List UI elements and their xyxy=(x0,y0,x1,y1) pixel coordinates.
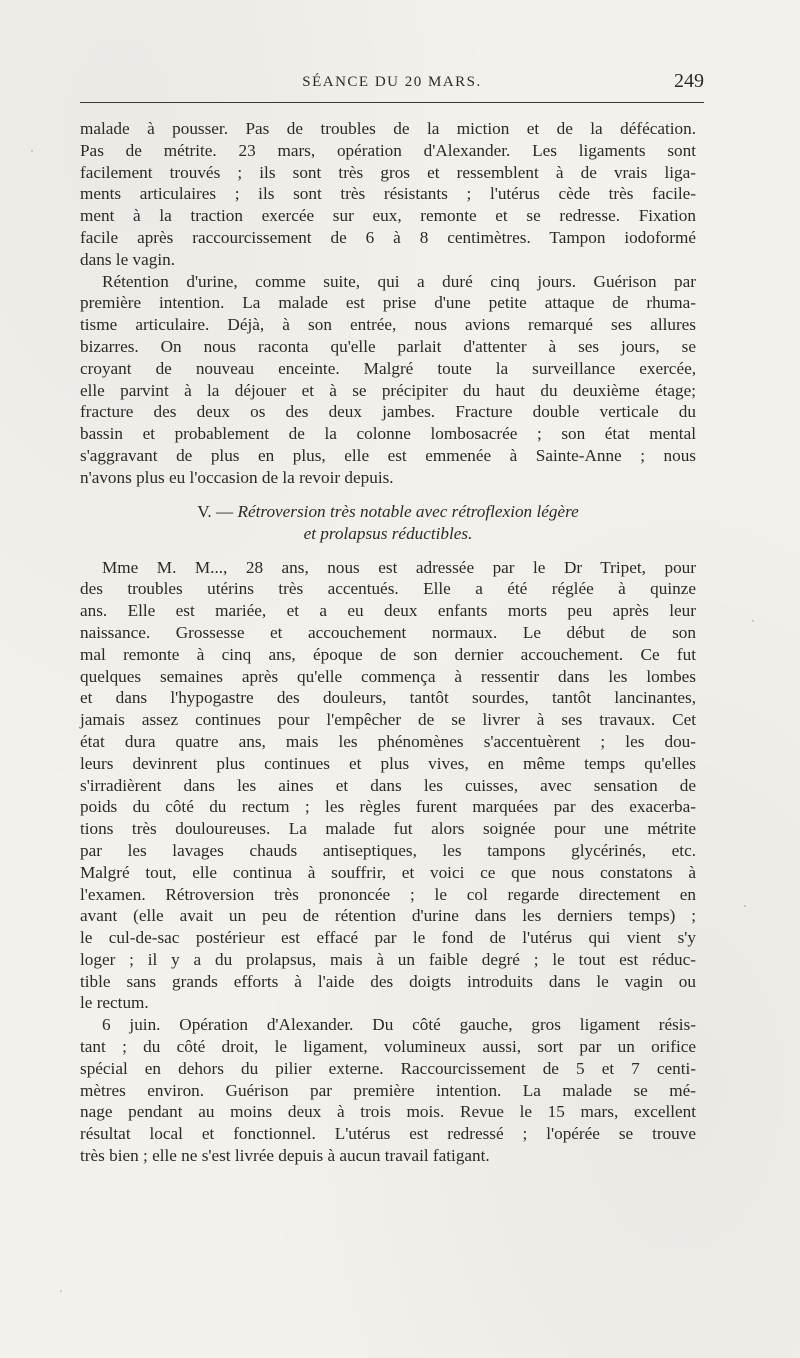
section-title-line-1 xyxy=(80,501,696,523)
text-line: état dura quatre ans, mais les phénomènes s'accentuèrent ; les dou- xyxy=(80,731,696,751)
running-head: SÉANCE DU 20 MARS. xyxy=(302,74,482,90)
text-line: Rétention d'urine, comme suite, qui a duré cinq jours. Guérison par xyxy=(102,271,696,291)
text-line: bizarres. On nous raconta qu'elle parlait d'attenter à ses jours, se xyxy=(80,336,696,356)
paper-speck xyxy=(752,620,754,622)
text-line: Mme M. M..., 28 ans, nous est adressée par le Dr Tripet, pour xyxy=(102,557,696,577)
text-line: ments articulaires ; ils sont très résistants ; l'utérus cède très facile- xyxy=(80,184,696,204)
text-line: mètres environ. Guérison par première intention. La malade se mé- xyxy=(80,1080,696,1100)
text-line: quelques semaines après qu'elle commença à ressentir dans les lombes xyxy=(80,666,696,686)
text-line: tant ; du côté droit, le ligament, volumineux aussi, sort par un orifice xyxy=(80,1037,696,1057)
text-line: par les lavages chauds antiseptiques, les tampons glycérinés, etc. xyxy=(80,840,696,860)
text-line: mal remonte à cinq ans, époque de son dernier accouchement. Ce fut xyxy=(80,644,696,664)
text-line: fracture des deux os des deux jambes. Fracture double verticale du xyxy=(80,402,696,422)
page-header xyxy=(80,70,704,98)
text-line: s'irradièrent dans les aines et dans les cuisses, avec sensation de xyxy=(80,775,696,795)
section-title-text: Rétroversion très notable avec rétroflexion légère xyxy=(237,501,579,521)
section-heading xyxy=(80,501,696,545)
paragraph-1 xyxy=(80,118,696,271)
text-line: elle parvint à la déjouer et à se précipiter du haut du deuxième étage; xyxy=(80,380,696,400)
paragraph-4 xyxy=(80,1014,696,1167)
section-title-line-2: et prolapsus réductibles. xyxy=(303,523,473,543)
text-line: naissance. Grossesse et accouchement normaux. Le début de son xyxy=(80,622,696,642)
paper-speck xyxy=(744,905,746,907)
text-line: l'examen. Rétroversion très prononcée ; le col regarde directement en xyxy=(80,884,696,904)
text-line: tions très douloureuses. La malade fut alors soignée pour une métrite xyxy=(80,819,696,839)
text-line: le cul-de-sac postérieur est effacé par le fond de l'utérus qui vient s'y xyxy=(80,928,696,948)
page-number: 249 xyxy=(674,70,704,92)
text-line: spécial en dehors du pilier externe. Raccourcissement de 5 et 7 centi- xyxy=(80,1058,696,1078)
text-line: bassin et probablement de la colonne lombosacrée ; son état mental xyxy=(80,424,696,444)
text-line: le rectum. xyxy=(80,993,149,1013)
text-line: loger ; il y a du prolapsus, mais à un faible degré ; le tout est réduc- xyxy=(80,949,696,969)
body-text xyxy=(80,118,696,1167)
text-line: poids du côté du rectum ; les règles furent marquées par des exacerba- xyxy=(80,797,696,817)
section-number: V. — xyxy=(197,501,238,521)
text-line: dans le vagin. xyxy=(80,249,175,269)
paragraph-2 xyxy=(80,271,696,489)
text-line: Malgré tout, elle continua à souffrir, et voici ce que nous constatons à xyxy=(80,862,696,882)
text-line: très bien ; elle ne s'est livrée depuis à aucun travail fatigant. xyxy=(80,1146,490,1166)
text-line: malade à pousser. Pas de troubles de la miction et de la défécation. xyxy=(80,119,696,138)
header-rule xyxy=(80,102,704,103)
text-line: première intention. La malade est prise d'une petite attaque de rhuma- xyxy=(80,293,696,313)
text-line: facilement trouvés ; ils sont très gros et ressemblent à de vrais liga- xyxy=(80,162,696,182)
spacer xyxy=(80,489,696,501)
text-line: résultat local et fonctionnel. L'utérus est redressé ; l'opérée se trouve xyxy=(80,1124,696,1144)
paragraph-3 xyxy=(80,557,696,1015)
text-line: ans. Elle est mariée, et a eu deux enfants morts peu après leur xyxy=(80,601,696,621)
paper-speck xyxy=(31,150,33,152)
text-line: Pas de métrite. 23 mars, opération d'Alexander. Les ligaments sont xyxy=(80,140,696,160)
text-line: n'avons plus eu l'occasion de la revoir depuis. xyxy=(80,467,394,487)
text-line: ment à la traction exercée sur eux, remonte et se redresse. Fixation xyxy=(80,206,696,226)
text-line: tisme articulaire. Déjà, à son entrée, nous avions remarqué ses allures xyxy=(80,315,696,335)
text-line: tible sans grands efforts à l'aide des doigts introduits dans le vagin ou xyxy=(80,971,696,991)
text-line: jamais assez continues pour l'empêcher de se livrer à ses travaux. Cet xyxy=(80,710,696,730)
text-line: 6 juin. Opération d'Alexander. Du côté gauche, gros ligament résis- xyxy=(102,1015,696,1035)
text-line: leurs devinrent plus continues et plus vives, en même temps qu'elles xyxy=(80,753,696,773)
text-line: facile après raccourcissement de 6 à 8 centimètres. Tampon iodoformé xyxy=(80,227,696,247)
text-line: s'aggravant de plus en plus, elle est emmenée à Sainte-Anne ; nous xyxy=(80,445,696,465)
text-line: des troubles utérins très accentués. Elle a été réglée à quinze xyxy=(80,579,696,599)
text-line: croyant de nouveau enceinte. Malgré toute la surveillance exercée, xyxy=(80,358,696,378)
text-line: nage pendant au moins deux à trois mois. Revue le 15 mars, excellent xyxy=(80,1102,696,1122)
text-line: et dans l'hypogastre des douleurs, tantôt sourdes, tantôt lancinantes, xyxy=(80,688,696,708)
text-line: avant (elle avait un peu de rétention d'urine dans les derniers temps) ; xyxy=(80,906,696,926)
paper-speck xyxy=(60,1290,62,1292)
spacer xyxy=(80,545,696,557)
